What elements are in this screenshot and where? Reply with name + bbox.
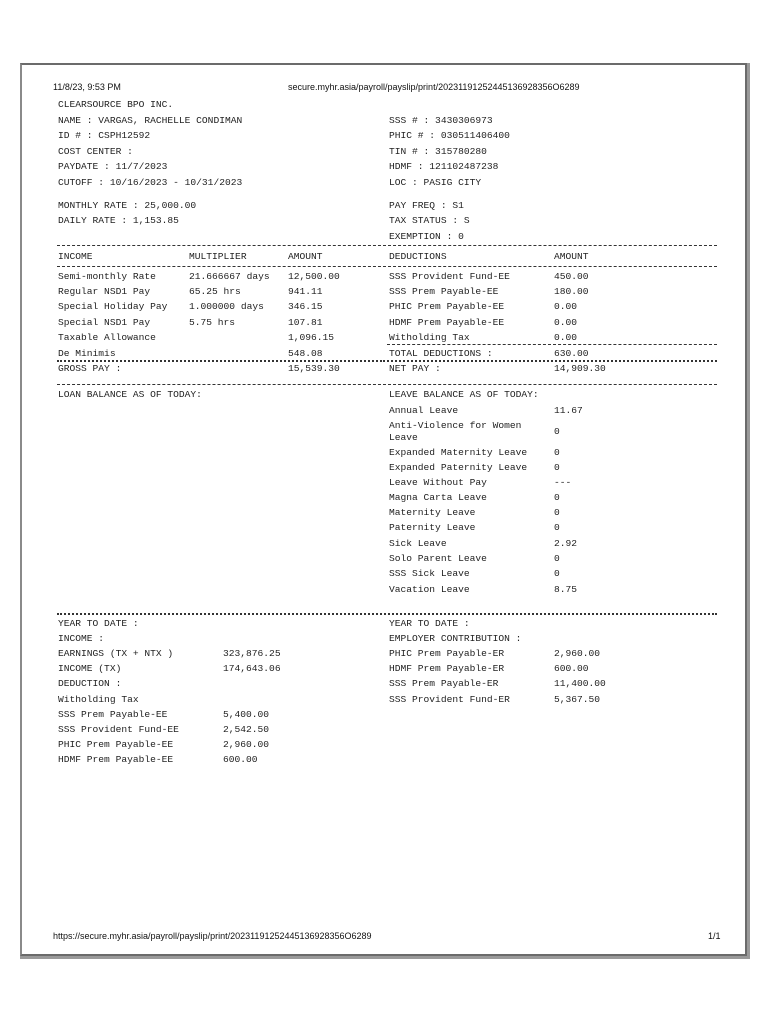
tax-status: TAX STATUS : S (389, 215, 470, 226)
income-header: INCOME (58, 251, 93, 262)
deduction-label: PHIC Prem Payable-EE (389, 301, 505, 312)
payslip-page (20, 63, 747, 956)
deduction-label: SSS Prem Payable-EE (389, 286, 499, 297)
phic-number: PHIC # : 030511406400 (389, 130, 510, 141)
sss-number: SSS # : 3430306973 (389, 115, 493, 126)
multiplier-header: MULTIPLIER (189, 251, 247, 262)
leave-value: 0 (554, 426, 560, 437)
location: LOC : PASIG CITY (389, 177, 482, 188)
leave-value: 0 (554, 568, 560, 579)
ytd-deduction-value: 600.00 (223, 754, 258, 765)
cost-center: COST CENTER : (58, 146, 133, 157)
leave-type: Anti-Violence for Women Leave (389, 420, 522, 443)
income-amount: 107.81 (288, 317, 323, 328)
pay-frequency: PAY FREQ : S1 (389, 200, 464, 211)
leave-value: --- (554, 477, 572, 488)
employer-contribution-value: 5,367.50 (554, 694, 601, 705)
employer-contribution-type: SSS Provident Fund-ER (389, 694, 510, 705)
daily-rate: DAILY RATE : 1,153.85 (58, 215, 179, 226)
leave-type: Annual Leave (389, 405, 459, 416)
ytd-income-value: 174,643.06 (223, 663, 281, 674)
leave-type: Expanded Maternity Leave (389, 447, 528, 458)
deduction-label: SSS Provident Fund-EE (389, 271, 510, 282)
leave-type: Solo Parent Leave (389, 553, 487, 564)
ytd-deduction-value: 2,960.00 (223, 739, 270, 750)
gross-pay-value: 15,539.30 (288, 363, 340, 374)
income-label: Special Holiday Pay (58, 301, 168, 312)
net-divider (387, 360, 717, 362)
divider (57, 266, 717, 267)
employee-name: NAME : VARGAS, RACHELLE CONDIMAN (58, 115, 243, 126)
employer-contribution-value: 2,960.00 (554, 648, 601, 659)
income-multiplier: 21.666667 days (189, 271, 270, 282)
income-amount: 548.08 (288, 348, 323, 359)
ytd-title: YEAR TO DATE : (58, 618, 139, 629)
ytd-deduction-label: DEDUCTION : (58, 678, 122, 689)
deductions-header: DEDUCTIONS (389, 251, 447, 262)
income-label: De Minimis (58, 348, 116, 359)
leave-value: 0 (554, 462, 560, 473)
ytd-income-type: EARNINGS (TX + NTX ) (58, 648, 174, 659)
leave-value: 0 (554, 553, 560, 564)
hdmf-number: HDMF : 121102487238 (389, 161, 499, 172)
gross-divider (57, 360, 385, 362)
net-pay-label: NET PAY : (389, 363, 441, 374)
ytd-deduction-value: 2,542.50 (223, 724, 270, 735)
divider (57, 245, 717, 246)
deduction-amount: 180.00 (554, 286, 589, 297)
income-amount: 1,096.15 (288, 332, 335, 343)
employer-contribution-label: EMPLOYER CONTRIBUTION : (389, 633, 522, 644)
leave-value: 8.75 (554, 584, 578, 595)
total-deductions-label: TOTAL DEDUCTIONS : (389, 348, 493, 359)
leave-value: 0 (554, 492, 560, 503)
employer-contribution-type: SSS Prem Payable-ER (389, 678, 499, 689)
leave-type: Leave Without Pay (389, 477, 487, 488)
employer-contribution-value: 11,400.00 (554, 678, 606, 689)
income-amount: 12,500.00 (288, 271, 340, 282)
leave-type: Maternity Leave (389, 507, 476, 518)
leave-value: 0 (554, 447, 560, 458)
ytd-title: YEAR TO DATE : (389, 618, 470, 629)
leave-type: Magna Carta Leave (389, 492, 487, 503)
page-shadow-right (747, 63, 750, 958)
exemption: EXEMPTION : 0 (389, 231, 464, 242)
deduction-amount-header: AMOUNT (554, 251, 589, 262)
monthly-rate: MONTHLY RATE : 25,000.00 (58, 200, 197, 211)
leave-type: Paternity Leave (389, 522, 476, 533)
employer-contribution-value: 600.00 (554, 663, 589, 674)
income-multiplier: 65.25 hrs (189, 286, 241, 297)
leave-balance-title: LEAVE BALANCE AS OF TODAY: (389, 389, 539, 400)
ytd-deduction-type: Witholding Tax (58, 694, 139, 705)
tin-number: TIN # : 315780280 (389, 146, 487, 157)
income-label: Semi-monthly Rate (58, 271, 156, 282)
leave-type: Expanded Paternity Leave (389, 462, 528, 473)
paydate: PAYDATE : 11/7/2023 (58, 161, 168, 172)
ytd-income-label: INCOME : (58, 633, 105, 644)
leave-value: 0 (554, 507, 560, 518)
income-multiplier: 5.75 hrs (189, 317, 236, 328)
deduction-amount: 450.00 (554, 271, 589, 282)
employee-id: ID # : CSPH12592 (58, 130, 151, 141)
divider (57, 384, 717, 385)
leave-value: 11.67 (554, 405, 583, 416)
total-divider (387, 344, 717, 345)
total-deductions-value: 630.00 (554, 348, 589, 359)
gross-pay-label: GROSS PAY : (58, 363, 122, 374)
deduction-label: Witholding Tax (389, 332, 470, 343)
income-label: Taxable Allowance (58, 332, 156, 343)
ytd-deduction-type: HDMF Prem Payable-EE (58, 754, 174, 765)
leave-type: SSS Sick Leave (389, 568, 470, 579)
leave-value: 2.92 (554, 538, 578, 549)
cutoff: CUTOFF : 10/16/2023 - 10/31/2023 (58, 177, 243, 188)
ytd-deduction-value: 5,400.00 (223, 709, 270, 720)
ytd-deduction-type: PHIC Prem Payable-EE (58, 739, 174, 750)
deduction-amount: 0.00 (554, 332, 578, 343)
ytd-deduction-type: SSS Provident Fund-EE (58, 724, 179, 735)
amount-header: AMOUNT (288, 251, 323, 262)
net-pay-value: 14,909.30 (554, 363, 606, 374)
leave-value: 0 (554, 522, 560, 533)
deduction-amount: 0.00 (554, 317, 578, 328)
footer-url: https://secure.myhr.asia/payroll/payslip/print/20231191252445136928356O6289 (53, 931, 372, 941)
company-name: CLEARSOURCE BPO INC. (58, 99, 174, 110)
loan-balance-title: LOAN BALANCE AS OF TODAY: (58, 389, 202, 400)
income-label: Regular NSD1 Pay (58, 286, 151, 297)
ytd-deduction-type: SSS Prem Payable-EE (58, 709, 168, 720)
ytd-income-value: 323,876.25 (223, 648, 281, 659)
leave-type: Vacation Leave (389, 584, 470, 595)
income-multiplier: 1.000000 days (189, 301, 264, 312)
income-label: Special NSD1 Pay (58, 317, 151, 328)
deduction-label: HDMF Prem Payable-EE (389, 317, 505, 328)
employer-contribution-type: HDMF Prem Payable-ER (389, 663, 505, 674)
page-number: 1/1 (708, 931, 721, 941)
page-shadow-bottom (20, 956, 750, 959)
ytd-income-type: INCOME (TX) (58, 663, 122, 674)
print-datetime: 11/8/23, 9:53 PM (53, 82, 121, 92)
income-amount: 346.15 (288, 301, 323, 312)
print-url: secure.myhr.asia/payroll/payslip/print/20231191252445136928356O6289 (288, 82, 580, 92)
deduction-amount: 0.00 (554, 301, 578, 312)
employer-contribution-type: PHIC Prem Payable-ER (389, 648, 505, 659)
ytd-divider (57, 613, 717, 615)
income-amount: 941.11 (288, 286, 323, 297)
leave-type: Sick Leave (389, 538, 447, 549)
